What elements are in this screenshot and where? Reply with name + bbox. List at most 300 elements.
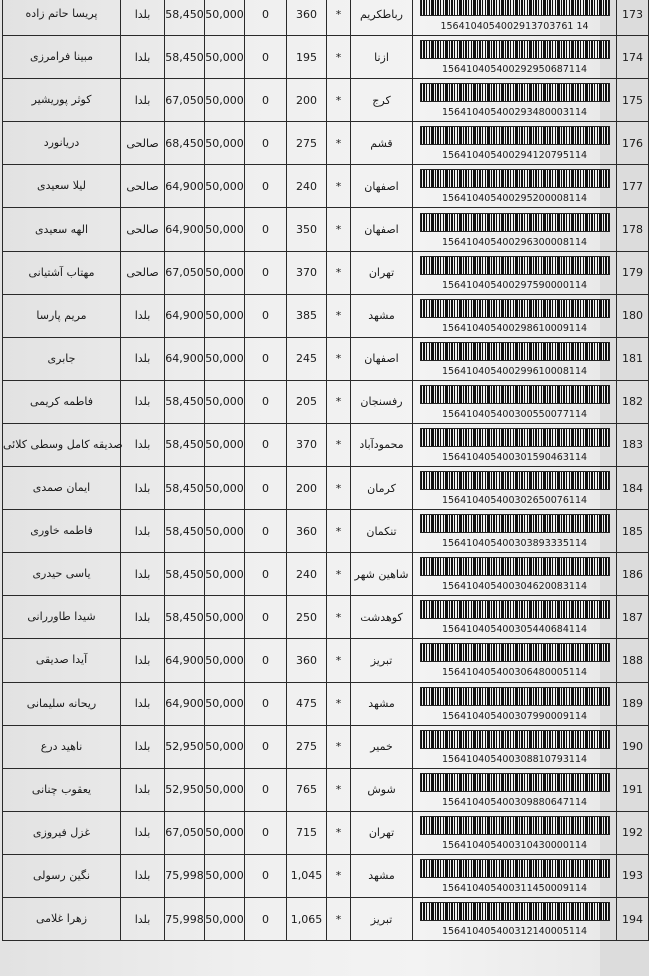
row-index: 175 bbox=[617, 79, 649, 122]
zero-cell: 0 bbox=[245, 510, 287, 553]
star-mark: * bbox=[327, 467, 351, 510]
tracking-number: 156410405400310430000114 bbox=[441, 839, 588, 851]
zero-cell: 0 bbox=[245, 337, 287, 380]
price-cell: 58,450 bbox=[165, 0, 205, 36]
barcode-cell bbox=[413, 639, 617, 682]
base-cost-cell: 50,000 bbox=[205, 768, 245, 811]
barcode bbox=[417, 899, 613, 939]
zero-cell: 0 bbox=[245, 854, 287, 897]
row-index: 194 bbox=[617, 897, 649, 940]
base-cost-cell: 50,000 bbox=[205, 639, 245, 682]
row-index: 188 bbox=[617, 639, 649, 682]
barcode-cell bbox=[413, 79, 617, 122]
base-cost-cell: 50,000 bbox=[205, 553, 245, 596]
weight-cell: 360 bbox=[287, 510, 327, 553]
barcode-cell bbox=[413, 596, 617, 639]
weight-cell: 370 bbox=[287, 251, 327, 294]
tracking-number: 156410405400297590000114 bbox=[441, 279, 588, 291]
recipient-name: یاسی حیدری bbox=[3, 553, 121, 596]
star-mark: * bbox=[327, 682, 351, 725]
barcode-cell bbox=[413, 122, 617, 165]
weight-cell: 245 bbox=[287, 337, 327, 380]
row-index: 182 bbox=[617, 380, 649, 423]
sender-type: بلدا bbox=[121, 596, 165, 639]
price-cell: 75,998 bbox=[165, 897, 205, 940]
base-cost-cell: 50,000 bbox=[205, 0, 245, 36]
zero-cell: 0 bbox=[245, 165, 287, 208]
barcode-lines bbox=[420, 730, 610, 749]
recipient-name: ایمان صمدی bbox=[3, 467, 121, 510]
barcode bbox=[417, 727, 613, 767]
tracking-number: 156410405400300550077114 bbox=[441, 408, 588, 420]
price-cell: 64,900 bbox=[165, 294, 205, 337]
weight-cell: 240 bbox=[287, 165, 327, 208]
zero-cell: 0 bbox=[245, 79, 287, 122]
base-cost-cell: 50,000 bbox=[205, 596, 245, 639]
row-index: 185 bbox=[617, 510, 649, 553]
weight-cell: 240 bbox=[287, 553, 327, 596]
base-cost-cell: 50,000 bbox=[205, 897, 245, 940]
star-mark: * bbox=[327, 510, 351, 553]
sender-type: بلدا bbox=[121, 897, 165, 940]
recipient-name: کوثر پوریشیر bbox=[3, 79, 121, 122]
zero-cell: 0 bbox=[245, 36, 287, 79]
sender-type: بلدا bbox=[121, 423, 165, 466]
sender-type: بلدا bbox=[121, 294, 165, 337]
recipient-name: مهتاب آشتیانی bbox=[3, 251, 121, 294]
star-mark: * bbox=[327, 122, 351, 165]
base-cost-cell: 50,000 bbox=[205, 380, 245, 423]
tracking-number: 156410405400294120795114 bbox=[441, 150, 588, 162]
table-row bbox=[3, 337, 649, 380]
barcode-cell bbox=[413, 682, 617, 725]
destination-city: تهران bbox=[351, 251, 413, 294]
base-cost-cell: 50,000 bbox=[205, 79, 245, 122]
barcode-lines bbox=[420, 256, 610, 275]
tracking-number: 156410405400306480005114 bbox=[441, 667, 588, 679]
barcode bbox=[417, 80, 613, 120]
recipient-name: شیدا طاوررانی bbox=[3, 596, 121, 639]
table-row bbox=[3, 36, 649, 79]
recipient-name: پریسا حاتم زاده bbox=[3, 0, 121, 36]
destination-city: مشهد bbox=[351, 682, 413, 725]
weight-cell: 195 bbox=[287, 36, 327, 79]
zero-cell: 0 bbox=[245, 639, 287, 682]
weight-cell: 360 bbox=[287, 639, 327, 682]
recipient-name: فاطمه کریمی bbox=[3, 380, 121, 423]
weight-cell: 475 bbox=[287, 682, 327, 725]
base-cost-cell: 50,000 bbox=[205, 725, 245, 768]
row-index: 173 bbox=[617, 0, 649, 36]
base-cost-cell: 50,000 bbox=[205, 811, 245, 854]
zero-cell: 0 bbox=[245, 423, 287, 466]
barcode-lines bbox=[420, 40, 610, 59]
barcode-cell bbox=[413, 294, 617, 337]
price-cell: 75,998 bbox=[165, 854, 205, 897]
star-mark: * bbox=[327, 380, 351, 423]
price-cell: 52,950 bbox=[165, 768, 205, 811]
star-mark: * bbox=[327, 596, 351, 639]
star-mark: * bbox=[327, 423, 351, 466]
table-row bbox=[3, 122, 649, 165]
barcode bbox=[417, 770, 613, 810]
barcode-lines bbox=[420, 514, 610, 533]
sender-type: صالحی bbox=[121, 122, 165, 165]
recipient-name: زهرا غلامی bbox=[3, 897, 121, 940]
tracking-number: 1564104054002913703761 14 bbox=[440, 21, 589, 33]
destination-city: رفسنجان bbox=[351, 380, 413, 423]
row-index: 181 bbox=[617, 337, 649, 380]
tracking-number: 156410405400309880647114 bbox=[441, 796, 588, 808]
barcode-lines bbox=[420, 773, 610, 792]
barcode-cell bbox=[413, 553, 617, 596]
price-cell: 67,050 bbox=[165, 811, 205, 854]
sender-type: بلدا bbox=[121, 0, 165, 36]
price-cell: 58,450 bbox=[165, 423, 205, 466]
base-cost-cell: 50,000 bbox=[205, 294, 245, 337]
zero-cell: 0 bbox=[245, 208, 287, 251]
weight-cell: 370 bbox=[287, 423, 327, 466]
star-mark: * bbox=[327, 337, 351, 380]
star-mark: * bbox=[327, 294, 351, 337]
zero-cell: 0 bbox=[245, 768, 287, 811]
row-index: 190 bbox=[617, 725, 649, 768]
barcode-lines bbox=[420, 859, 610, 878]
sender-type: بلدا bbox=[121, 682, 165, 725]
barcode-lines bbox=[420, 385, 610, 404]
barcode-lines bbox=[420, 213, 610, 232]
price-cell: 58,450 bbox=[165, 510, 205, 553]
table-row bbox=[3, 380, 649, 423]
weight-cell: 385 bbox=[287, 294, 327, 337]
recipient-name: یعقوب چنانی bbox=[3, 768, 121, 811]
row-index: 178 bbox=[617, 208, 649, 251]
base-cost-cell: 50,000 bbox=[205, 854, 245, 897]
sender-type: بلدا bbox=[121, 337, 165, 380]
destination-city: خمیر bbox=[351, 725, 413, 768]
price-cell: 67,050 bbox=[165, 79, 205, 122]
base-cost-cell: 50,000 bbox=[205, 337, 245, 380]
star-mark: * bbox=[327, 811, 351, 854]
price-cell: 64,900 bbox=[165, 639, 205, 682]
barcode-cell bbox=[413, 36, 617, 79]
table-row bbox=[3, 510, 649, 553]
price-cell: 58,450 bbox=[165, 553, 205, 596]
row-index: 180 bbox=[617, 294, 649, 337]
tracking-number: 156410405400292950687114 bbox=[441, 64, 588, 76]
tracking-number: 156410405400302650076114 bbox=[441, 495, 588, 507]
barcode-cell bbox=[413, 251, 617, 294]
table-row bbox=[3, 596, 649, 639]
weight-cell: 765 bbox=[287, 768, 327, 811]
row-index: 183 bbox=[617, 423, 649, 466]
recipient-name: لیلا سعیدی bbox=[3, 165, 121, 208]
zero-cell: 0 bbox=[245, 294, 287, 337]
recipient-name: آیدا صدیقی bbox=[3, 639, 121, 682]
row-index: 186 bbox=[617, 553, 649, 596]
recipient-name: جابری bbox=[3, 337, 121, 380]
star-mark: * bbox=[327, 768, 351, 811]
sender-type: صالحی bbox=[121, 165, 165, 208]
barcode-lines bbox=[420, 126, 610, 145]
barcode-cell bbox=[413, 510, 617, 553]
barcode-lines bbox=[420, 299, 610, 318]
price-cell: 52,950 bbox=[165, 725, 205, 768]
barcode-lines bbox=[420, 342, 610, 361]
barcode-lines bbox=[420, 687, 610, 706]
barcode bbox=[417, 253, 613, 293]
price-cell: 58,450 bbox=[165, 467, 205, 510]
barcode-lines bbox=[420, 643, 610, 662]
zero-cell: 0 bbox=[245, 596, 287, 639]
barcode-cell bbox=[413, 854, 617, 897]
destination-city: اصفهان bbox=[351, 337, 413, 380]
barcode-cell bbox=[413, 380, 617, 423]
barcode bbox=[417, 0, 613, 34]
star-mark: * bbox=[327, 165, 351, 208]
tracking-number: 156410405400301590463114 bbox=[441, 451, 588, 463]
tracking-number: 156410405400293480003114 bbox=[441, 107, 588, 119]
recipient-name: دریانورد bbox=[3, 122, 121, 165]
weight-cell: 200 bbox=[287, 79, 327, 122]
barcode bbox=[417, 511, 613, 551]
table-row bbox=[3, 165, 649, 208]
recipient-name: فاطمه خاوری bbox=[3, 510, 121, 553]
star-mark: * bbox=[327, 854, 351, 897]
weight-cell: 1,045 bbox=[287, 854, 327, 897]
price-cell: 64,900 bbox=[165, 337, 205, 380]
barcode-cell bbox=[413, 811, 617, 854]
row-index: 184 bbox=[617, 467, 649, 510]
tracking-number: 156410405400305440684114 bbox=[441, 624, 588, 636]
recipient-name: غزل فیروزی bbox=[3, 811, 121, 854]
price-cell: 58,450 bbox=[165, 596, 205, 639]
barcode-lines bbox=[420, 471, 610, 490]
barcode-lines bbox=[420, 83, 610, 102]
price-cell: 64,900 bbox=[165, 165, 205, 208]
price-cell: 64,900 bbox=[165, 208, 205, 251]
table-row bbox=[3, 897, 649, 940]
sender-type: بلدا bbox=[121, 79, 165, 122]
destination-city: کرمان bbox=[351, 467, 413, 510]
table-row bbox=[3, 208, 649, 251]
destination-city: شوش bbox=[351, 768, 413, 811]
tracking-number: 156410405400311450009114 bbox=[441, 882, 588, 894]
sender-type: بلدا bbox=[121, 854, 165, 897]
table-row bbox=[3, 79, 649, 122]
sender-type: بلدا bbox=[121, 639, 165, 682]
zero-cell: 0 bbox=[245, 251, 287, 294]
base-cost-cell: 50,000 bbox=[205, 510, 245, 553]
star-mark: * bbox=[327, 0, 351, 36]
barcode bbox=[417, 813, 613, 853]
row-index: 176 bbox=[617, 122, 649, 165]
sender-type: بلدا bbox=[121, 553, 165, 596]
price-cell: 68,450 bbox=[165, 122, 205, 165]
star-mark: * bbox=[327, 36, 351, 79]
zero-cell: 0 bbox=[245, 553, 287, 596]
star-mark: * bbox=[327, 897, 351, 940]
destination-city: ازنا bbox=[351, 36, 413, 79]
table-row bbox=[3, 467, 649, 510]
star-mark: * bbox=[327, 725, 351, 768]
destination-city: تهران bbox=[351, 811, 413, 854]
barcode bbox=[417, 339, 613, 379]
table-row bbox=[3, 682, 649, 725]
sender-type: صالحی bbox=[121, 251, 165, 294]
barcode bbox=[417, 468, 613, 508]
barcode-cell bbox=[413, 337, 617, 380]
zero-cell: 0 bbox=[245, 467, 287, 510]
tracking-number: 156410405400299610008114 bbox=[441, 365, 588, 377]
destination-city: اصفهان bbox=[351, 208, 413, 251]
barcode-cell bbox=[413, 0, 617, 36]
table-row bbox=[3, 768, 649, 811]
destination-city: اصفهان bbox=[351, 165, 413, 208]
barcode bbox=[417, 296, 613, 336]
recipient-name: مریم پارسا bbox=[3, 294, 121, 337]
barcode-lines bbox=[420, 902, 610, 921]
barcode-lines bbox=[420, 600, 610, 619]
weight-cell: 275 bbox=[287, 122, 327, 165]
recipient-name: ناهید درع bbox=[3, 725, 121, 768]
table-row bbox=[3, 639, 649, 682]
row-index: 193 bbox=[617, 854, 649, 897]
barcode-cell bbox=[413, 467, 617, 510]
star-mark: * bbox=[327, 79, 351, 122]
tracking-number: 156410405400295200008114 bbox=[441, 193, 588, 205]
barcode-cell bbox=[413, 768, 617, 811]
destination-city: مشهد bbox=[351, 854, 413, 897]
zero-cell: 0 bbox=[245, 122, 287, 165]
recipient-name: الهه سعیدی bbox=[3, 208, 121, 251]
tracking-number: 156410405400308810793114 bbox=[441, 753, 588, 765]
zero-cell: 0 bbox=[245, 897, 287, 940]
base-cost-cell: 50,000 bbox=[205, 251, 245, 294]
barcode bbox=[417, 382, 613, 422]
row-index: 187 bbox=[617, 596, 649, 639]
weight-cell: 250 bbox=[287, 596, 327, 639]
barcode-lines bbox=[420, 0, 610, 16]
table-row bbox=[3, 811, 649, 854]
recipient-name: ریحانه سلیمانی bbox=[3, 682, 121, 725]
star-mark: * bbox=[327, 553, 351, 596]
table-row bbox=[3, 294, 649, 337]
barcode bbox=[417, 597, 613, 637]
tracking-number: 156410405400298610009114 bbox=[441, 322, 588, 334]
star-mark: * bbox=[327, 639, 351, 682]
weight-cell: 275 bbox=[287, 725, 327, 768]
destination-city: کوهدشت bbox=[351, 596, 413, 639]
barcode bbox=[417, 554, 613, 594]
table-row bbox=[3, 854, 649, 897]
sender-type: بلدا bbox=[121, 467, 165, 510]
barcode bbox=[417, 856, 613, 896]
zero-cell: 0 bbox=[245, 725, 287, 768]
weight-cell: 350 bbox=[287, 208, 327, 251]
tracking-number: 156410405400307990009114 bbox=[441, 710, 588, 722]
barcode bbox=[417, 210, 613, 250]
table-row bbox=[3, 553, 649, 596]
row-index: 179 bbox=[617, 251, 649, 294]
row-index: 189 bbox=[617, 682, 649, 725]
recipient-name: نگین رسولی bbox=[3, 854, 121, 897]
destination-city: کرج bbox=[351, 79, 413, 122]
table-row bbox=[3, 251, 649, 294]
row-index: 177 bbox=[617, 165, 649, 208]
barcode-lines bbox=[420, 816, 610, 835]
weight-cell: 360 bbox=[287, 0, 327, 36]
base-cost-cell: 50,000 bbox=[205, 423, 245, 466]
weight-cell: 205 bbox=[287, 380, 327, 423]
barcode-lines bbox=[420, 428, 610, 447]
base-cost-cell: 50,000 bbox=[205, 36, 245, 79]
destination-city: رباطکریم bbox=[351, 0, 413, 36]
destination-city: شاهین شهر bbox=[351, 553, 413, 596]
barcode bbox=[417, 425, 613, 465]
sender-type: صالحی bbox=[121, 208, 165, 251]
tracking-number: 156410405400304620083114 bbox=[441, 581, 588, 593]
barcode-cell bbox=[413, 897, 617, 940]
sender-type: بلدا bbox=[121, 36, 165, 79]
destination-city: محمودآباد bbox=[351, 423, 413, 466]
table-body bbox=[3, 0, 649, 941]
destination-city: تنکمان bbox=[351, 510, 413, 553]
barcode-cell bbox=[413, 725, 617, 768]
base-cost-cell: 50,000 bbox=[205, 122, 245, 165]
destination-city: قشم bbox=[351, 122, 413, 165]
table-row bbox=[3, 0, 649, 36]
weight-cell: 1,065 bbox=[287, 897, 327, 940]
barcode bbox=[417, 37, 613, 77]
sender-type: بلدا bbox=[121, 811, 165, 854]
barcode bbox=[417, 640, 613, 680]
star-mark: * bbox=[327, 208, 351, 251]
base-cost-cell: 50,000 bbox=[205, 165, 245, 208]
sender-type: بلدا bbox=[121, 380, 165, 423]
destination-city: تبریز bbox=[351, 639, 413, 682]
barcode-cell bbox=[413, 423, 617, 466]
star-mark: * bbox=[327, 251, 351, 294]
barcode-lines bbox=[420, 169, 610, 188]
barcode-lines bbox=[420, 557, 610, 576]
price-cell: 64,900 bbox=[165, 682, 205, 725]
destination-city: تبریز bbox=[351, 897, 413, 940]
base-cost-cell: 50,000 bbox=[205, 467, 245, 510]
row-index: 174 bbox=[617, 36, 649, 79]
weight-cell: 200 bbox=[287, 467, 327, 510]
sender-type: بلدا bbox=[121, 510, 165, 553]
row-index: 191 bbox=[617, 768, 649, 811]
destination-city: مشهد bbox=[351, 294, 413, 337]
barcode-cell bbox=[413, 208, 617, 251]
base-cost-cell: 50,000 bbox=[205, 208, 245, 251]
barcode bbox=[417, 684, 613, 724]
sender-type: بلدا bbox=[121, 725, 165, 768]
table-row bbox=[3, 725, 649, 768]
barcode bbox=[417, 123, 613, 163]
shipment-table bbox=[2, 0, 649, 941]
table-row bbox=[3, 423, 649, 466]
price-cell: 67,050 bbox=[165, 251, 205, 294]
recipient-name: مبینا فرامرزی bbox=[3, 36, 121, 79]
barcode-cell bbox=[413, 165, 617, 208]
price-cell: 58,450 bbox=[165, 380, 205, 423]
recipient-name: صدیقه کامل وسطی کلائی bbox=[3, 423, 121, 466]
weight-cell: 715 bbox=[287, 811, 327, 854]
tracking-number: 156410405400303893335114 bbox=[441, 538, 588, 550]
row-index: 192 bbox=[617, 811, 649, 854]
